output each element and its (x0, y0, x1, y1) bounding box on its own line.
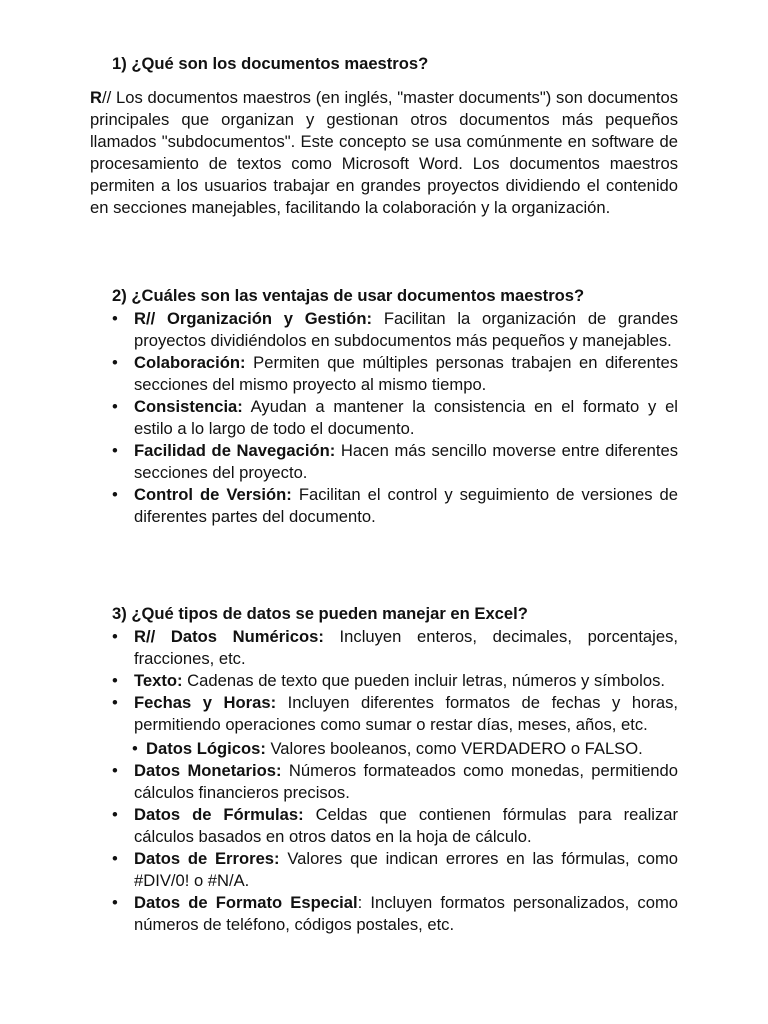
list-item (90, 692, 678, 736)
item-desc: Valores que indican errores en las fórmulas, como #DIV/0! o #N/A. (134, 849, 679, 890)
item-term: Datos Numéricos: (170, 627, 324, 646)
item-prefix: R// (134, 627, 171, 646)
list-item (90, 396, 678, 440)
item-desc: Celdas que contienen fórmulas para realizar cálculos basados en otros datos en la hoja de cálculo. (134, 805, 678, 846)
item-desc: Hacen más sencillo moverse entre diferentes secciones del proyecto. (134, 441, 679, 482)
list-item (90, 308, 678, 352)
item-term: Facilidad de Navegación: (134, 441, 336, 460)
item-desc: Números formateados como monedas, permitiendo cálculos financieros precisos. (134, 761, 678, 802)
item-desc: Cadenas de texto que pueden incluir letras, números y símbolos. (182, 671, 665, 690)
item-term: Colaboración: (134, 353, 246, 372)
bullet-icon: • (112, 397, 118, 416)
question-3-title: 3) ¿Qué tipos de datos se pueden manejar en Excel? (112, 604, 528, 623)
list-item (90, 352, 678, 396)
item-desc: : Incluyen formatos personalizados, como números de teléfono, códigos postales, etc. (134, 893, 679, 934)
item-term: Datos Monetarios: (134, 761, 282, 780)
excel-data-types-list (90, 626, 678, 936)
bullet-icon: • (112, 485, 118, 504)
question-2-title: 2) ¿Cuáles son las ventajas de usar documentos maestros? (112, 286, 585, 305)
bullet-icon: • (112, 893, 118, 912)
list-item (90, 804, 678, 848)
item-desc: Permiten que múltiples personas trabajen en diferentes secciones del mismo proyecto al mismo tiempo. (134, 353, 678, 394)
item-desc: Facilitan el control y seguimiento de versiones de diferentes partes del documento. (134, 485, 678, 526)
item-term: Organización y Gestión: (166, 309, 373, 328)
bullet-icon: • (112, 441, 118, 460)
item-term: Datos Lógicos: (146, 739, 266, 758)
item-desc: Facilitan la organización de grandes proyectos dividiéndolos en subdocumentos más pequeños y manejables. (134, 309, 678, 350)
list-item (90, 440, 678, 484)
item-term: Datos de Formato Especial (134, 893, 358, 912)
answer-prefix: R (90, 88, 102, 107)
bullet-icon: • (112, 671, 118, 690)
list-item (90, 484, 678, 528)
list-item (90, 738, 678, 760)
item-prefix: R// (134, 309, 167, 328)
list-item (90, 670, 678, 692)
bullet-icon: • (112, 353, 118, 372)
list-item (90, 892, 678, 936)
item-desc: Incluyen enteros, decimales, porcentajes, fracciones, etc. (134, 627, 678, 668)
bullet-icon: • (112, 805, 118, 824)
bullet-icon: • (112, 693, 118, 712)
answer-text: // Los documentos maestros (en inglés, "master documents") son documentos principales que organizan y gestionan otros documentos más pequeños llamados "subdocumentos". Este concepto se usa comúnmente en software de procesamiento de textos como Microsoft Word. Los documentos maestros permiten a los usuarios trabajar en grandes proyectos dividiendo el contenido en secciones manejables, facilitando la colaboración y la organización. (90, 88, 678, 217)
list-item (90, 760, 678, 804)
item-term: Datos de Errores: (134, 849, 280, 868)
advantages-list (90, 308, 678, 528)
item-term: Fechas y Horas: (134, 693, 277, 712)
item-desc: Incluyen diferentes formatos de fechas y horas, permitiendo operaciones como sumar o restar días, meses, años, etc. (134, 693, 678, 734)
item-term: Texto: (134, 671, 183, 690)
bullet-icon: • (112, 309, 118, 328)
bullet-icon: • (112, 627, 118, 646)
item-term: Control de Versión: (134, 485, 292, 504)
bullet-icon: • (132, 739, 138, 758)
bullet-icon: • (112, 761, 118, 780)
question-1-title: 1) ¿Qué son los documentos maestros? (112, 54, 429, 73)
list-item (90, 626, 678, 670)
bullet-icon: • (112, 849, 118, 868)
list-item (90, 848, 678, 892)
item-term: Consistencia: (134, 397, 243, 416)
question-1-answer (90, 87, 678, 219)
item-term: Datos de Fórmulas: (134, 805, 304, 824)
item-desc: Ayudan a mantener la consistencia en el formato y el estilo a lo largo de todo el documento. (134, 397, 678, 438)
item-desc: Valores booleanos, como VERDADERO o FALSO. (265, 739, 643, 758)
